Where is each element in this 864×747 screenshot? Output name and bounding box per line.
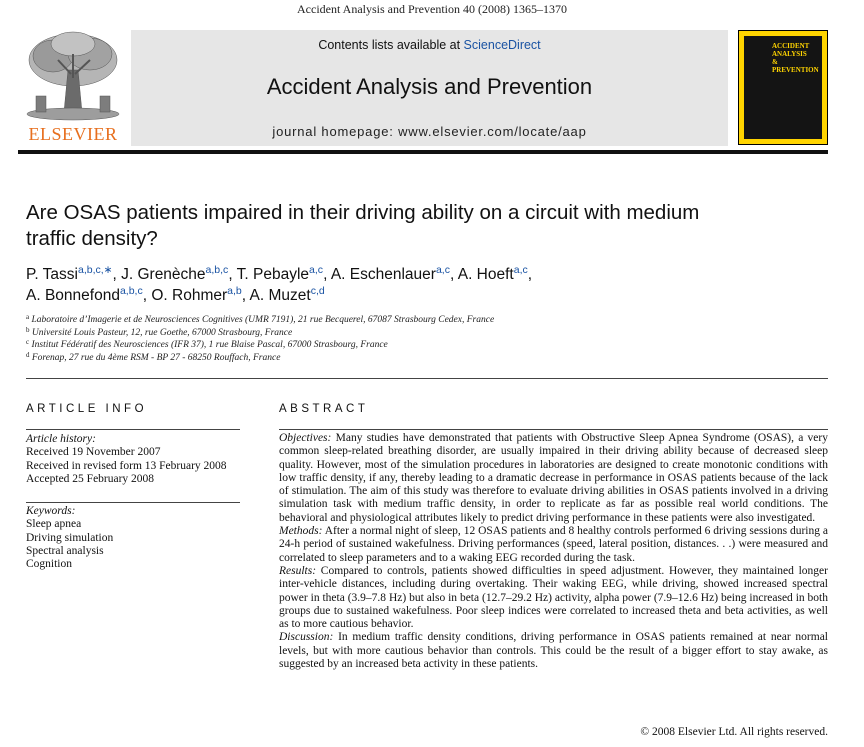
article-info-rule xyxy=(26,429,240,430)
cover-line: ANALYSIS xyxy=(772,50,807,58)
section-label: Results: xyxy=(279,564,317,577)
history-item: Received in revised form 13 February 2008 xyxy=(26,459,227,472)
author-affil-marks[interactable]: a,c xyxy=(513,264,528,276)
keywords-block xyxy=(26,505,246,571)
section-text: Many studies have demonstrated that patients with Obstructive Sleep Apnea Syndrome (OSAS), a very common sleep-related breathing disorder, are usually impaired in their driving ability because of decreased sleep quality. However, most of the simulation procedures in laboratories are designed to create monotonic conditions with low traffic density, if any, thereby leading to a dramatic decrease in performance in OSAS patients because of the lack of stimulation. The aim of this study was therefore to evaluate driving abilities in OSAS patients involved in a driving simulation task with medium traffic density, in order to replicate as far as possible real world conditions. The behavioral and physiological attributes likely to predict driving performance in these patients were also investigated. xyxy=(279,432,828,524)
affiliation-mark: c xyxy=(26,338,30,346)
abstract-body xyxy=(279,432,828,671)
section-label: Objectives: xyxy=(279,432,332,444)
affiliation-mark: d xyxy=(26,350,30,359)
contents-prefix: Contents lists available at xyxy=(318,38,464,52)
article-info-heading: ARTICLE INFO xyxy=(26,403,148,415)
history-item: Received 19 November 2007 xyxy=(26,446,161,459)
author-name: J. Grenèche xyxy=(121,266,206,283)
author-affil-marks[interactable]: a,c xyxy=(435,264,450,276)
author-affil-marks[interactable]: a,b xyxy=(227,285,242,297)
abstract-heading: ABSTRACT xyxy=(279,403,369,415)
cover-dark-panel xyxy=(744,36,822,139)
history-item: Accepted 25 February 2008 xyxy=(26,472,155,485)
journal-title: Accident Analysis and Prevention xyxy=(266,74,593,99)
author-name: P. Tassi xyxy=(26,266,78,283)
affiliation-text: Laboratoire d’Imagerie et de Neurosciences Cognitives (UMR 7191), 21 rue Becquerel, 67087 Strasbourg Cedex, France xyxy=(31,315,495,325)
author-affil-marks[interactable]: a,b,c xyxy=(205,264,229,276)
author-affil-marks[interactable]: a,c xyxy=(309,264,324,276)
cover-line: & xyxy=(772,58,778,66)
header-divider xyxy=(18,150,828,154)
copyright-notice: © 2008 Elsevier Ltd. All rights reserved. xyxy=(640,726,828,738)
author-affil-marks[interactable]: c,d xyxy=(310,285,325,297)
keywords-label: Keywords: xyxy=(26,505,76,517)
keyword-item: Spectral analysis xyxy=(26,544,104,557)
affiliation-item xyxy=(26,352,826,365)
author-name: A. Eschenlauer xyxy=(330,266,436,283)
author-name: A. Muzet xyxy=(249,287,311,304)
abstract-discussion xyxy=(279,631,828,671)
cover-line: PREVENTION xyxy=(772,66,819,74)
author-list xyxy=(26,264,826,306)
cover-title xyxy=(772,42,822,74)
affiliation-text: Institut Fédératif des Neurosciences (IFR 37), 1 rue Blaise Pascal, 67000 Strasbourg, France xyxy=(31,340,388,350)
journal-homepage[interactable]: journal homepage: www.elsevier.com/locate/aap xyxy=(272,124,587,139)
author-separator: , xyxy=(527,266,533,283)
author-separator: , xyxy=(228,266,237,283)
history-label: Article history: xyxy=(26,433,96,445)
affiliation-text: Forenap, 27 rue du 4ème RSM - BP 27 - 68250 Rouffach, France xyxy=(31,352,281,363)
section-label: Methods: xyxy=(279,525,323,538)
keyword-item: Cognition xyxy=(26,558,73,571)
author-name: A. Bonnefond xyxy=(26,287,120,304)
abstract-results xyxy=(279,565,828,631)
author-separator: , xyxy=(112,266,122,283)
affiliation-item xyxy=(26,314,826,327)
section-label: Discussion: xyxy=(279,631,334,644)
article-history xyxy=(26,433,246,486)
abstract-objectives xyxy=(279,432,828,525)
affiliation-mark: b xyxy=(26,325,30,334)
author-name: T. Pebayle xyxy=(236,266,310,283)
affiliations xyxy=(26,314,826,364)
contents-line xyxy=(131,38,728,52)
author-separator: , xyxy=(241,287,250,304)
abstract-rule xyxy=(279,429,828,430)
author-separator: , xyxy=(323,266,331,283)
affiliation-mark: a xyxy=(26,313,30,321)
author-affil-marks[interactable]: a,b,c,∗ xyxy=(78,264,113,276)
section-text: Compared to controls, patients showed difficulties in speed adjustment. However, they maintained longer inter-vehicle distances, including during overtaking. Their waking EEG, while driving, showed increased spectral power in theta (3.9–7.8 Hz) but also in beta (12.7–29.2 Hz) activity, alpha power (7.9–12.6 Hz) being increased in both groups due to sustained wakefulness. Poor sleep indices were correlated to increased theta and beta activities, as well as to more cautious behavior. xyxy=(279,564,828,631)
article-title: Are OSAS patients impaired in their driving ability on a circuit with medium traffic density? xyxy=(26,201,700,250)
keyword-item: Sleep apnea xyxy=(26,518,82,531)
author-affil-marks[interactable]: a,b,c xyxy=(119,285,143,297)
section-text: After a normal night of sleep, 12 OSAS patients and 8 healthy controls performed 6 driving sessions during a 24-h period of sustained wakefulness. Driving performances (speed, lateral position, distances. . .) were measured and correlated to sleep parameters and to a waking EEG recorded during the task. xyxy=(279,525,828,564)
journal-cover-thumbnail xyxy=(738,30,828,145)
author-separator: , xyxy=(142,287,152,304)
publisher-wordmark: ELSEVIER xyxy=(28,124,118,144)
sciencedirect-link[interactable]: ScienceDirect xyxy=(463,38,541,52)
author-name: A. Hoeft xyxy=(457,266,514,283)
author-separator: , xyxy=(449,266,458,283)
keywords-rule xyxy=(26,502,240,503)
citation-line: Accident Analysis and Prevention 40 (2008) 1365–1370 xyxy=(297,2,567,16)
author-name: O. Rohmer xyxy=(151,287,228,304)
section-text: In medium traffic density conditions, driving performance in OSAS patients remained at near normal levels, but with more cautious behavior than controls. This could be the result of a bigger effort to stay awake, as suggested by an increased beta activity in these patients. xyxy=(279,631,828,671)
affiliation-text: Université Louis Pasteur, 12, rue Goethe, 67000 Strasbourg, France xyxy=(31,327,293,338)
affiliation-item xyxy=(26,339,826,352)
affiliation-item xyxy=(26,327,826,340)
abstract-methods xyxy=(279,525,828,565)
section-divider xyxy=(26,378,828,379)
cover-line: ACCIDENT xyxy=(772,42,810,50)
keyword-item: Driving simulation xyxy=(26,531,114,544)
